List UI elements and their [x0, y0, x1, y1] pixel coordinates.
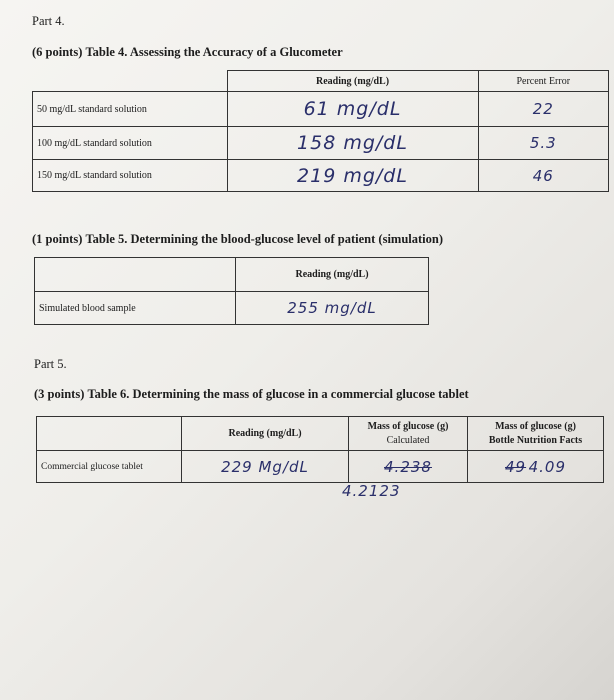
table6-row-calculated-struck: 4.238: [384, 457, 432, 476]
table-row: [33, 92, 609, 127]
table5-row-label: Simulated blood sample: [35, 292, 236, 325]
table-row: [35, 292, 429, 325]
table6-col-reading: Reading (mg/dL): [182, 417, 349, 451]
table4-col-percent: Percent Error: [478, 71, 609, 92]
table6-points: (3 points): [34, 387, 85, 401]
table5: [34, 257, 429, 325]
table6-row-calculated: [349, 451, 468, 483]
table6-title: Table 6. Determining the mass of glucose in a commercial glucose tablet: [87, 387, 469, 401]
table6-col-mass-calculated-line2: Calculated: [386, 434, 430, 446]
table6: [36, 416, 604, 483]
table-row: [33, 127, 609, 160]
table4-row-reading: 219 mg/dL: [227, 160, 478, 192]
table5-points: (1 points): [32, 232, 83, 246]
table5-heading: [32, 232, 443, 247]
table4-row-reading: 61 mg/dL: [227, 92, 478, 127]
table4-col-reading: Reading (mg/dL): [227, 71, 478, 92]
table5-row-reading: 255 mg/dL: [236, 292, 429, 325]
table4-row-percent: 22: [478, 92, 609, 127]
table4-row-label: 100 mg/dL standard solution: [33, 127, 228, 160]
table6-col-mass-bottle-line1: Mass of glucose (g): [495, 420, 576, 432]
table6-col-mass-bottle-line2: Bottle Nutrition Facts: [488, 434, 583, 446]
table6-col-mass-calculated: [349, 417, 468, 451]
table6-row-bottle: [468, 451, 604, 483]
table6-row-bottle-struck: 49: [505, 457, 527, 476]
table6-row-label: Commercial glucose tablet: [37, 451, 182, 483]
table4-row-label: 150 mg/dL standard solution: [33, 160, 228, 192]
part4-label: Part 4.: [32, 14, 65, 28]
table4-row-label: 50 mg/dL standard solution: [33, 92, 228, 127]
part5-label: Part 5.: [34, 357, 67, 371]
table5-corner: [35, 258, 236, 292]
table6-row-calculated-value: 4.2123: [342, 482, 401, 500]
table-row: [37, 451, 604, 483]
table5-col-reading: Reading (mg/dL): [236, 258, 429, 292]
table6-heading: [34, 387, 469, 402]
table-row: [33, 160, 609, 192]
table5-title: Table 5. Determining the blood-glucose level of patient (simulation): [85, 232, 443, 246]
table4-corner: [33, 71, 228, 92]
table4-row-percent: 5.3: [478, 127, 609, 160]
table6-col-mass-calculated-line1: Mass of glucose (g): [367, 420, 449, 432]
table6-row-reading: 229 Mg/dL: [182, 451, 349, 483]
table4-heading: [32, 45, 343, 60]
table4: [32, 70, 609, 192]
table6-col-mass-bottle: [468, 417, 604, 451]
table4-title: Table 4. Assessing the Accuracy of a Glucometer: [85, 45, 343, 59]
table4-points: (6 points): [32, 45, 83, 59]
table4-row-percent: 46: [478, 160, 609, 192]
table6-row-bottle-value: 4.09: [528, 457, 566, 476]
table6-corner: [37, 417, 182, 451]
table4-row-reading: 158 mg/dL: [227, 127, 478, 160]
